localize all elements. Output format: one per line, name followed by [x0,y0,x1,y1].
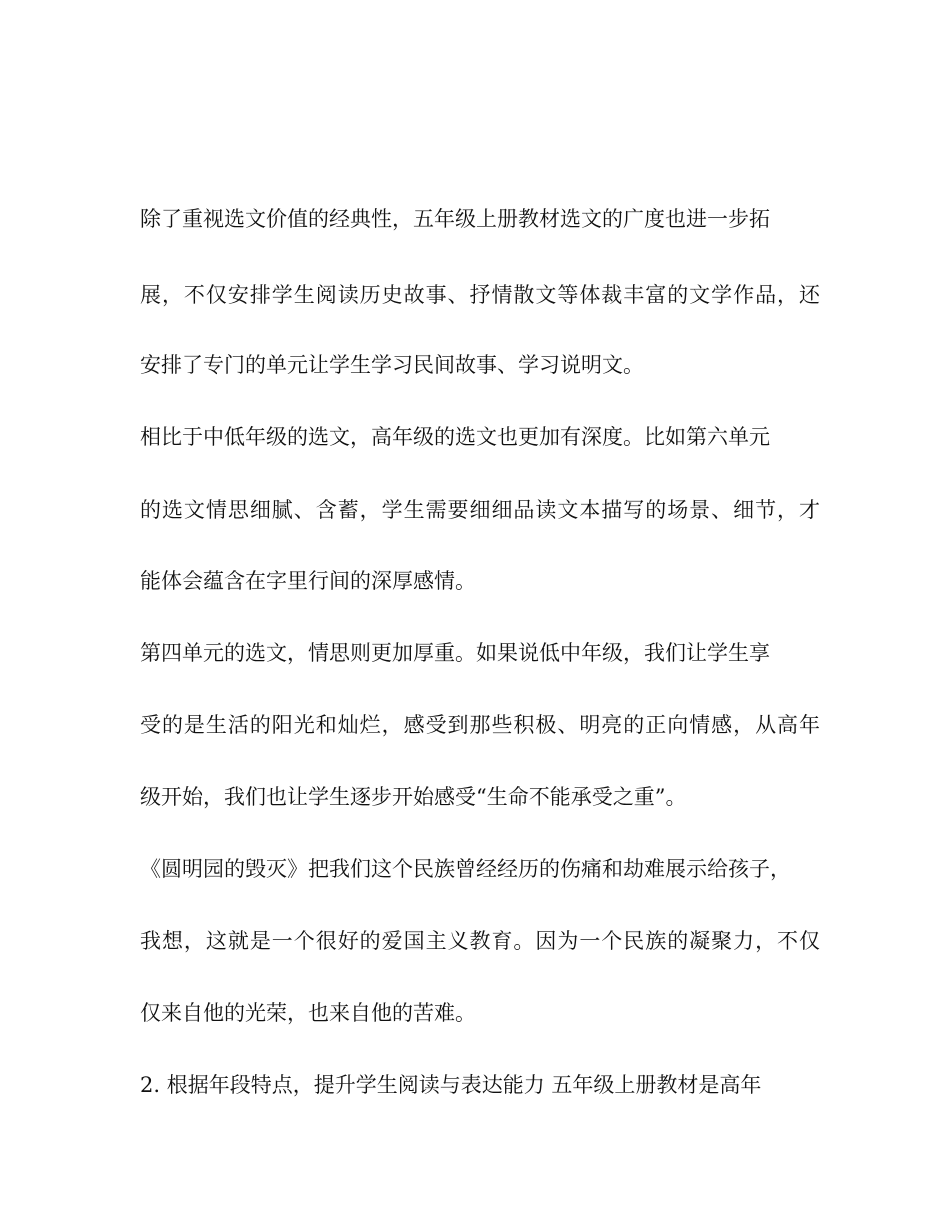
text-line-6: 能体会蕴含在字里行间的深厚感情。 [140,569,476,593]
text-line-13: 2. 根据年段特点，提升学生阅读与表达能力 五年级上册教材是高年 [140,1073,762,1097]
text-line-11: 我想，这就是一个很好的爱国主义教育。因为一个民族的凝聚力，不仅 [140,929,820,953]
text-line-1: 除了重视选文价值的经典性，五年级上册教材选文的广度也进一步拓 [140,207,770,231]
text-line-12: 仅来自他的光荣，也来自他的苦难。 [140,1001,476,1025]
text-line-2: 展，不仅安排学生阅读历史故事、抒情散文等体裁丰富的文学作品，还 [140,283,820,307]
text-line-9: 级开始，我们也让学生逐步开始感受“生命不能承受之重”。 [140,785,687,809]
text-line-4: 相比于中低年级的选文，高年级的选文也更加有深度。比如第六单元 [140,425,770,449]
text-line-7: 第四单元的选文，情思则更加厚重。如果说低中年级，我们让学生享 [140,641,770,665]
text-line-8: 受的是生活的阳光和灿烂，感受到那些积极、明亮的正向情感，从高年 [140,713,820,737]
text-line-5: 的选文情思细腻、含蓄，学生需要细细品读文本描写的场景、细节，才 [140,498,820,522]
text-line-3: 安排了专门的单元让学生学习民间故事、学习说明文。 [140,353,644,377]
text-line-10: 《圆明园的毁灭》把我们这个民族曾经经历的伤痛和劫难展示给孩子， [140,857,791,881]
